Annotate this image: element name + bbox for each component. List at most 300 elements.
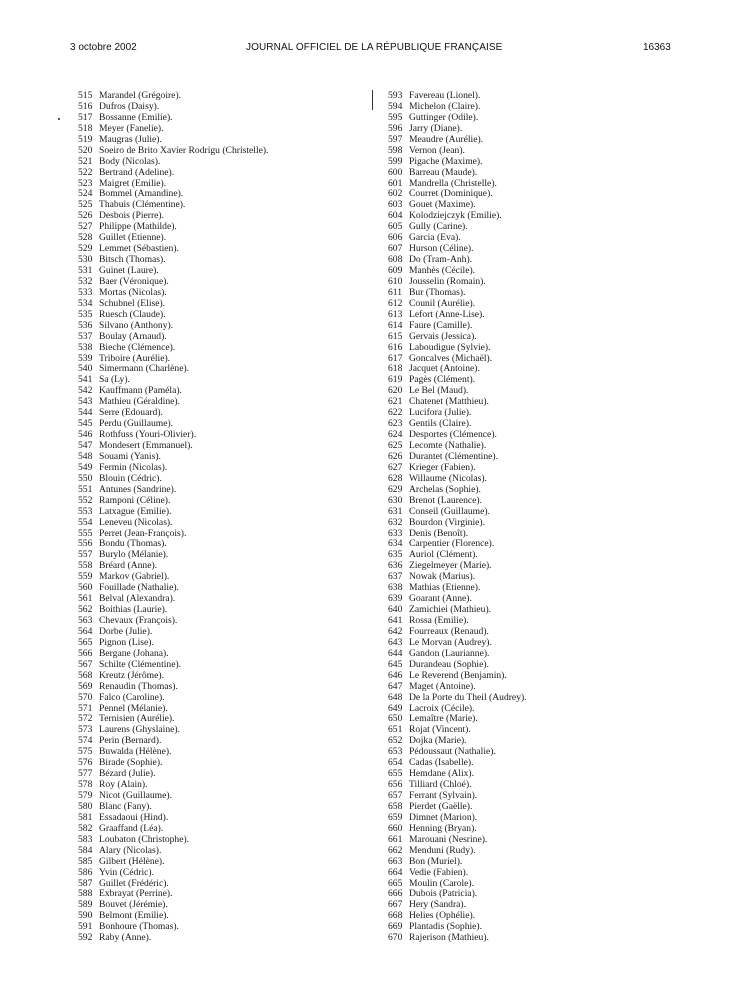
entry-name: Renaudin (Thomas). (99, 680, 178, 692)
entry-name: Belval (Alexandra). (99, 593, 176, 605)
entry-name: Hemdane (Alix). (409, 768, 475, 780)
entry-number: 533 (78, 286, 93, 298)
entry-name: Lacroix (Cécile). (409, 702, 475, 714)
entry-name: Bur (Thomas). (409, 286, 466, 298)
entry-name: Bouvet (Jérémie). (99, 899, 168, 911)
entry-name: Dojka (Marie). (409, 735, 467, 747)
entry-name: Zamichiei (Mathieu). (409, 604, 492, 616)
entry-name: Pennel (Mélanie). (99, 702, 168, 714)
entry-name: Roy (Alain). (99, 779, 148, 791)
entry-number: 539 (78, 352, 93, 364)
entry-number: 622 (388, 407, 403, 419)
entry-name: Chevaux (François). (99, 615, 178, 626)
entry-number: 517 (78, 111, 93, 123)
entry-name: Auriol (Clément). (409, 549, 478, 561)
entry-name: Bonhoure (Thomas). (99, 921, 179, 933)
entry-name: Henning (Bryan). (409, 822, 477, 834)
entry-name: Laboudigue (Sylvie). (409, 341, 491, 353)
entry-number: 667 (388, 899, 403, 911)
entry-name: Ternisien (Aurélie). (99, 713, 175, 725)
entry-number: 583 (78, 833, 93, 845)
entry-number: 550 (78, 472, 93, 484)
entry-name: Rojat (Vincent). (409, 724, 471, 736)
entry-number: 606 (388, 232, 403, 244)
entry-name: Alary (Nicolas). (99, 844, 162, 856)
entry-number: 543 (78, 396, 93, 408)
entry-name: Do (Tram-Anh). (409, 254, 473, 266)
entry-number: 588 (78, 888, 93, 900)
entry-name: Desportes (Clémence). (409, 429, 497, 441)
entry-number: 668 (388, 910, 403, 922)
entry-name: Bossanne (Emilie). (99, 111, 173, 123)
entry-number: 545 (78, 418, 93, 430)
entry-number: 586 (78, 866, 93, 878)
entry-name: Meaudre (Aurélie). (409, 133, 484, 145)
entry-name: Gilbert (Hélène). (99, 855, 165, 867)
entry-number: 536 (78, 319, 93, 331)
entry-number: 576 (78, 757, 93, 769)
entry-number: 569 (78, 680, 93, 692)
entry-name: Bitsch (Thomas). (99, 254, 166, 266)
entry-number: 585 (78, 855, 93, 867)
entry-number: 521 (78, 155, 93, 167)
entry-name: Nicot (Guillaume). (99, 790, 172, 801)
entry-number: 600 (388, 166, 403, 178)
entry-number: 535 (78, 308, 93, 320)
entry-name: Gandon (Laurianne). (409, 647, 490, 659)
entry-name: Maugras (Julie). (99, 133, 162, 145)
entry-number: 656 (388, 779, 403, 791)
entry-number: 530 (78, 254, 93, 266)
entry-number: 562 (78, 604, 93, 616)
entry-number: 582 (78, 822, 93, 834)
column-divider (372, 90, 373, 110)
entry-number: 555 (78, 527, 93, 539)
entry-name: Guillet (Etienne). (99, 232, 167, 244)
entry-number: 643 (388, 636, 403, 648)
entry-number: 542 (78, 385, 93, 397)
entry-name: Markov (Gabriel). (99, 571, 170, 583)
entry-number: 544 (78, 407, 93, 419)
entry-number: 589 (78, 899, 93, 911)
entry-name: Bondu (Thomas). (99, 538, 167, 550)
entry-number: 560 (78, 582, 93, 594)
entry-name: Guillet (Frédéric). (99, 877, 169, 889)
entry-name: Conseil (Guillaume). (409, 505, 490, 517)
entry-name: Carpentier (Florence). (409, 538, 495, 550)
entry-name: Durandeau (Sophie). (409, 658, 489, 670)
entry-number: 652 (388, 735, 403, 747)
entry-number: 532 (78, 275, 93, 287)
entry-name: Leneveu (Nicolas). (99, 516, 173, 528)
entry-number: 661 (388, 833, 403, 845)
entry-name: Bon (Muriel). (409, 855, 463, 867)
entry-number: 537 (78, 330, 93, 342)
entry-name: Ramponi (Céline). (99, 494, 171, 506)
entry-name: Plantadis (Sophie). (409, 921, 483, 933)
entry-name: Mathias (Etienne). (409, 582, 481, 594)
entry-name: Falco (Caroline). (99, 691, 165, 703)
entry-number: 596 (388, 122, 403, 134)
entry-number: 566 (78, 647, 93, 659)
entry-number: 591 (78, 921, 93, 933)
right-column-list (388, 91, 527, 944)
entry-name: Archelas (Sophie). (409, 483, 481, 495)
entry-number: 630 (388, 494, 403, 506)
entry-number: 637 (388, 571, 403, 583)
entry-name: Mondesert (Emmanuel). (99, 440, 193, 451)
entry-name: Bertrand (Adeline). (99, 166, 175, 178)
entry-number: 603 (388, 199, 403, 211)
entry-name: Simermann (Charlène). (99, 363, 190, 375)
entry-name: Lucifora (Julie). (409, 407, 472, 419)
entry-number: 580 (78, 800, 93, 812)
entry-number: 577 (78, 768, 93, 780)
entry-name: Schubnel (Elise). (99, 297, 166, 309)
entry-name: Dubois (Patricia). (409, 888, 478, 900)
entry-name: Michelon (Claire). (409, 100, 481, 112)
entry-number: 528 (78, 232, 93, 244)
entry-number: 581 (78, 811, 93, 823)
entry-number: 527 (78, 221, 93, 233)
entry-number: 564 (78, 625, 93, 637)
entry-name: Loubaton (Christophe). (99, 833, 190, 845)
entry-number: 604 (388, 210, 403, 222)
entry-name: Pigache (Maxime). (409, 155, 483, 167)
entry-name: Chatenet (Matthieu). (409, 396, 489, 408)
entry-number: 529 (78, 243, 93, 255)
entry-name: Rossa (Emilie). (409, 615, 469, 626)
entry-name: Lemmet (Sébastien). (99, 243, 179, 255)
entry-name: Faure (Camille). (409, 319, 473, 331)
entry-name: Meyer (Fanelie). (99, 122, 164, 134)
entry-number: 659 (388, 811, 403, 823)
entry-number: 664 (388, 866, 403, 878)
entry-number: 557 (78, 549, 93, 561)
entry-name: Dufros (Daisy). (99, 100, 160, 112)
entry-name: Baer (Véronique). (99, 275, 169, 287)
entry-number: 647 (388, 680, 403, 692)
entry-name: Essadaoui (Hind). (99, 811, 169, 823)
entry-name: Goncalves (Michaël). (409, 352, 493, 364)
entry-name: Rajerison (Mathieu). (409, 932, 489, 944)
entry-number: 651 (388, 724, 403, 736)
entry-name: Kreutz (Jérôme). (99, 669, 164, 681)
entry-name: Le Morvan (Audrey). (409, 636, 492, 648)
entry-number: 634 (388, 538, 403, 550)
entry-number: 567 (78, 658, 93, 670)
entry-name: Gouet (Maxime). (409, 199, 476, 211)
entry-number: 649 (388, 702, 403, 714)
entry-name: Guttinger (Odile). (409, 111, 479, 123)
entry-name: Antunes (Sandrine). (99, 483, 177, 495)
entry-number: 608 (388, 254, 403, 266)
entry-name: Mathieu (Géraldine). (99, 396, 180, 408)
entry-number: 590 (78, 910, 93, 922)
entry-name: Dimnet (Marion). (409, 811, 478, 823)
entry-number: 522 (78, 166, 93, 178)
entry-number: 639 (388, 593, 403, 605)
entry-number: 540 (78, 363, 93, 375)
entry-number: 626 (388, 450, 403, 462)
entry-number: 579 (78, 790, 93, 801)
entry-number: 602 (388, 188, 403, 200)
entry-name: Perdu (Guillaume). (99, 418, 174, 430)
entry-number: 524 (78, 188, 93, 200)
entry-number: 610 (388, 275, 403, 287)
entry-name: Menduni (Rudy). (409, 844, 476, 856)
entry-number: 660 (388, 822, 403, 834)
entry-number: 594 (388, 100, 403, 112)
entry-name: Vernon (Jean). (409, 144, 465, 156)
entry-number: 584 (78, 844, 93, 856)
entry-number: 568 (78, 669, 93, 681)
entry-name: Thabuis (Clémentine). (99, 199, 186, 211)
entry-name: Ziegelmeyer (Marie). (409, 560, 492, 572)
entry-number: 619 (388, 374, 403, 386)
entry-name: Philippe (Mathilde). (99, 221, 177, 233)
entry-name: Jarry (Diane). (409, 122, 463, 134)
entry-number: 547 (78, 440, 93, 451)
entry-number: 601 (388, 177, 403, 189)
list-item (388, 933, 527, 944)
entry-number: 554 (78, 516, 93, 528)
left-column-list (78, 91, 268, 944)
entry-number: 625 (388, 440, 403, 451)
entry-name: Jousselin (Romain). (409, 275, 486, 287)
entry-number: 561 (78, 593, 93, 605)
entry-name: Schilte (Clémentine). (99, 658, 182, 670)
entry-number: 534 (78, 297, 93, 309)
entry-number: 623 (388, 418, 403, 430)
entry-name: Bourdon (Virginie). (409, 516, 485, 528)
entry-number: 571 (78, 702, 93, 714)
entry-number: 644 (388, 647, 403, 659)
entry-name: Lemaître (Marie). (409, 713, 478, 725)
entry-name: Ruesch (Claude). (99, 308, 166, 320)
entry-name: Burylo (Mélanie). (99, 549, 169, 561)
entry-name: Yvin (Cédric). (99, 866, 154, 878)
entry-name: Exbrayat (Perrine). (99, 888, 173, 900)
entry-number: 556 (78, 538, 93, 550)
entry-number: 526 (78, 210, 93, 222)
entry-number: 597 (388, 133, 403, 145)
entry-name: Pédoussaut (Nathalie). (409, 746, 496, 758)
entry-name: Nowak (Marius). (409, 571, 476, 583)
entry-name: Triboire (Aurélie). (99, 352, 171, 364)
entry-name: Counil (Aurélie). (409, 297, 476, 309)
entry-number: 631 (388, 505, 403, 517)
entry-number: 627 (388, 461, 403, 473)
entry-name: Courret (Dominique). (409, 188, 493, 200)
entry-name: Bergane (Johana). (99, 647, 169, 659)
entry-name: Mortas (Nicolas). (99, 286, 167, 298)
entry-name: Buwalda (Hélène). (99, 746, 172, 758)
entry-number: 593 (388, 90, 403, 101)
entry-number: 551 (78, 483, 93, 495)
entry-number: 613 (388, 308, 403, 320)
entry-name: Perin (Bernard). (99, 735, 162, 747)
entry-name: Raby (Anne). (99, 932, 152, 944)
entry-number: 520 (78, 144, 93, 156)
entry-number: 629 (388, 483, 403, 495)
entry-number: 612 (388, 297, 403, 309)
entry-name: Fermin (Nicolas). (99, 461, 168, 473)
entry-name: Dorbe (Julie). (99, 625, 153, 637)
entry-number: 616 (388, 341, 403, 353)
entry-number: 515 (78, 90, 93, 101)
entry-name: Lefort (Anne-Lise). (409, 308, 485, 320)
journal-title: JOURNAL OFFICIEL DE LA RÉPUBLIQUE FRANÇAISE (246, 42, 503, 53)
entry-number: 642 (388, 625, 403, 637)
entry-name: Lecomte (Nathalie). (409, 440, 487, 451)
entry-number: 598 (388, 144, 403, 156)
entry-name: Jacquet (Antoine). (409, 363, 480, 375)
entry-number: 574 (78, 735, 93, 747)
entry-number: 559 (78, 571, 93, 583)
entry-name: Laurens (Ghyslaine). (99, 724, 180, 736)
entry-number: 633 (388, 527, 403, 539)
entry-number: 523 (78, 177, 93, 189)
entry-name: Gervais (Jessica). (409, 330, 477, 342)
entry-number: 640 (388, 604, 403, 616)
entry-name: Perret (Jean-François). (99, 527, 187, 539)
entry-name: Willaume (Nicolas). (409, 472, 487, 484)
entry-name: Fourreaux (Renaud). (409, 625, 489, 637)
entry-number: 548 (78, 450, 93, 462)
entry-number: 614 (388, 319, 403, 331)
entry-number: 648 (388, 691, 403, 703)
entry-number: 645 (388, 658, 403, 670)
entry-name: Cadas (Isabelle). (409, 757, 474, 769)
entry-number: 654 (388, 757, 403, 769)
issue-date: 3 octobre 2002 (70, 42, 137, 53)
entry-name: Le Bel (Maud). (409, 385, 469, 397)
entry-number: 572 (78, 713, 93, 725)
scan-speck (58, 118, 60, 120)
entry-name: Brenot (Laurence). (409, 494, 482, 506)
entry-name: Ferrant (Sylvain). (409, 790, 478, 801)
entry-number: 541 (78, 374, 93, 386)
entry-name: Helies (Ophélie). (409, 910, 476, 922)
entry-name: Denis (Benoît). (409, 527, 469, 539)
entry-name: Gully (Carine). (409, 221, 468, 233)
entry-number: 538 (78, 341, 93, 353)
entry-name: Pagès (Clément). (409, 374, 476, 386)
entry-number: 665 (388, 877, 403, 889)
entry-name: Gentils (Claire). (409, 418, 472, 430)
entry-name: Birade (Sophie). (99, 757, 163, 769)
entry-name: Serre (Edouard). (99, 407, 163, 419)
entry-name: Durantet (Clémentine). (409, 450, 498, 462)
entry-name: Pignon (Lise). (99, 636, 154, 648)
entry-name: De la Porte du Theil (Audrey). (409, 691, 527, 703)
entry-number: 635 (388, 549, 403, 561)
entry-number: 565 (78, 636, 93, 648)
entry-name: Tilliard (Chloé). (409, 779, 472, 791)
entry-number: 638 (388, 582, 403, 594)
entry-name: Guinet (Laure). (99, 265, 159, 276)
entry-number: 570 (78, 691, 93, 703)
page-number: 16363 (643, 42, 671, 53)
list-item (78, 933, 268, 944)
entry-name: Maigret (Emilie). (99, 177, 167, 189)
entry-number: 549 (78, 461, 93, 473)
entry-name: Desbois (Pierre). (99, 210, 165, 222)
entry-number: 655 (388, 768, 403, 780)
entry-name: Kolodziejczyk (Emilie). (409, 210, 502, 222)
entry-number: 525 (78, 199, 93, 211)
entry-name: Manhès (Cécile). (409, 265, 476, 276)
entry-number: 646 (388, 669, 403, 681)
entry-name: Fouillade (Nathalie). (99, 582, 179, 594)
entry-number: 618 (388, 363, 403, 375)
entry-number: 563 (78, 615, 93, 626)
entry-name: Pierdet (Gaëlle). (409, 800, 473, 812)
entry-name: Barreau (Maude). (409, 166, 478, 178)
entry-number: 607 (388, 243, 403, 255)
entry-number: 516 (78, 100, 93, 112)
entry-name: Silvano (Anthony). (99, 319, 174, 331)
entry-number: 575 (78, 746, 93, 758)
entry-number: 636 (388, 560, 403, 572)
entry-name: Marandel (Grégoire). (99, 90, 182, 101)
entry-number: 617 (388, 352, 403, 364)
entry-number: 587 (78, 877, 93, 889)
entry-number: 609 (388, 265, 403, 276)
entry-name: Le Reverend (Benjamin). (409, 669, 507, 681)
entry-number: 611 (388, 286, 403, 298)
entry-number: 531 (78, 265, 93, 276)
entry-name: Rothfuss (Youri-Olivier). (99, 429, 197, 441)
entry-number: 650 (388, 713, 403, 725)
entry-name: Souami (Yanis). (99, 450, 161, 462)
entry-number: 573 (78, 724, 93, 736)
entry-number: 621 (388, 396, 403, 408)
entry-name: Goarant (Anne). (409, 593, 472, 605)
entry-name: Bommel (Amandine). (99, 188, 184, 200)
entry-number: 605 (388, 221, 403, 233)
entry-name: Blanc (Fany). (99, 800, 152, 812)
entry-name: Latxague (Emilie). (99, 505, 172, 517)
entry-number: 592 (78, 932, 93, 944)
entry-number: 519 (78, 133, 93, 145)
entry-number: 632 (388, 516, 403, 528)
entry-number: 662 (388, 844, 403, 856)
entry-number: 663 (388, 855, 403, 867)
entry-number: 669 (388, 921, 403, 933)
entry-number: 578 (78, 779, 93, 791)
entry-number: 599 (388, 155, 403, 167)
entry-name: Mandrella (Christelle). (409, 177, 497, 189)
entry-number: 628 (388, 472, 403, 484)
entry-name: Marouani (Nesrine). (409, 833, 488, 845)
entry-name: Belmont (Emilie). (99, 910, 169, 922)
entry-name: Maget (Antoine). (409, 680, 476, 692)
entry-number: 518 (78, 122, 93, 134)
entry-number: 624 (388, 429, 403, 441)
entry-number: 615 (388, 330, 403, 342)
entry-number: 641 (388, 615, 403, 626)
entry-name: Graaffand (Léa). (99, 822, 164, 834)
entry-name: Hurson (Céline). (409, 243, 474, 255)
entry-number: 657 (388, 790, 403, 801)
entry-number: 552 (78, 494, 93, 506)
entry-name: Sa (Ly). (99, 374, 130, 386)
entry-number: 546 (78, 429, 93, 441)
entry-name: Soeiro de Brito Xavier Rodrigu (Christelle). (99, 144, 269, 156)
entry-name: Favereau (Lionel). (409, 90, 481, 101)
